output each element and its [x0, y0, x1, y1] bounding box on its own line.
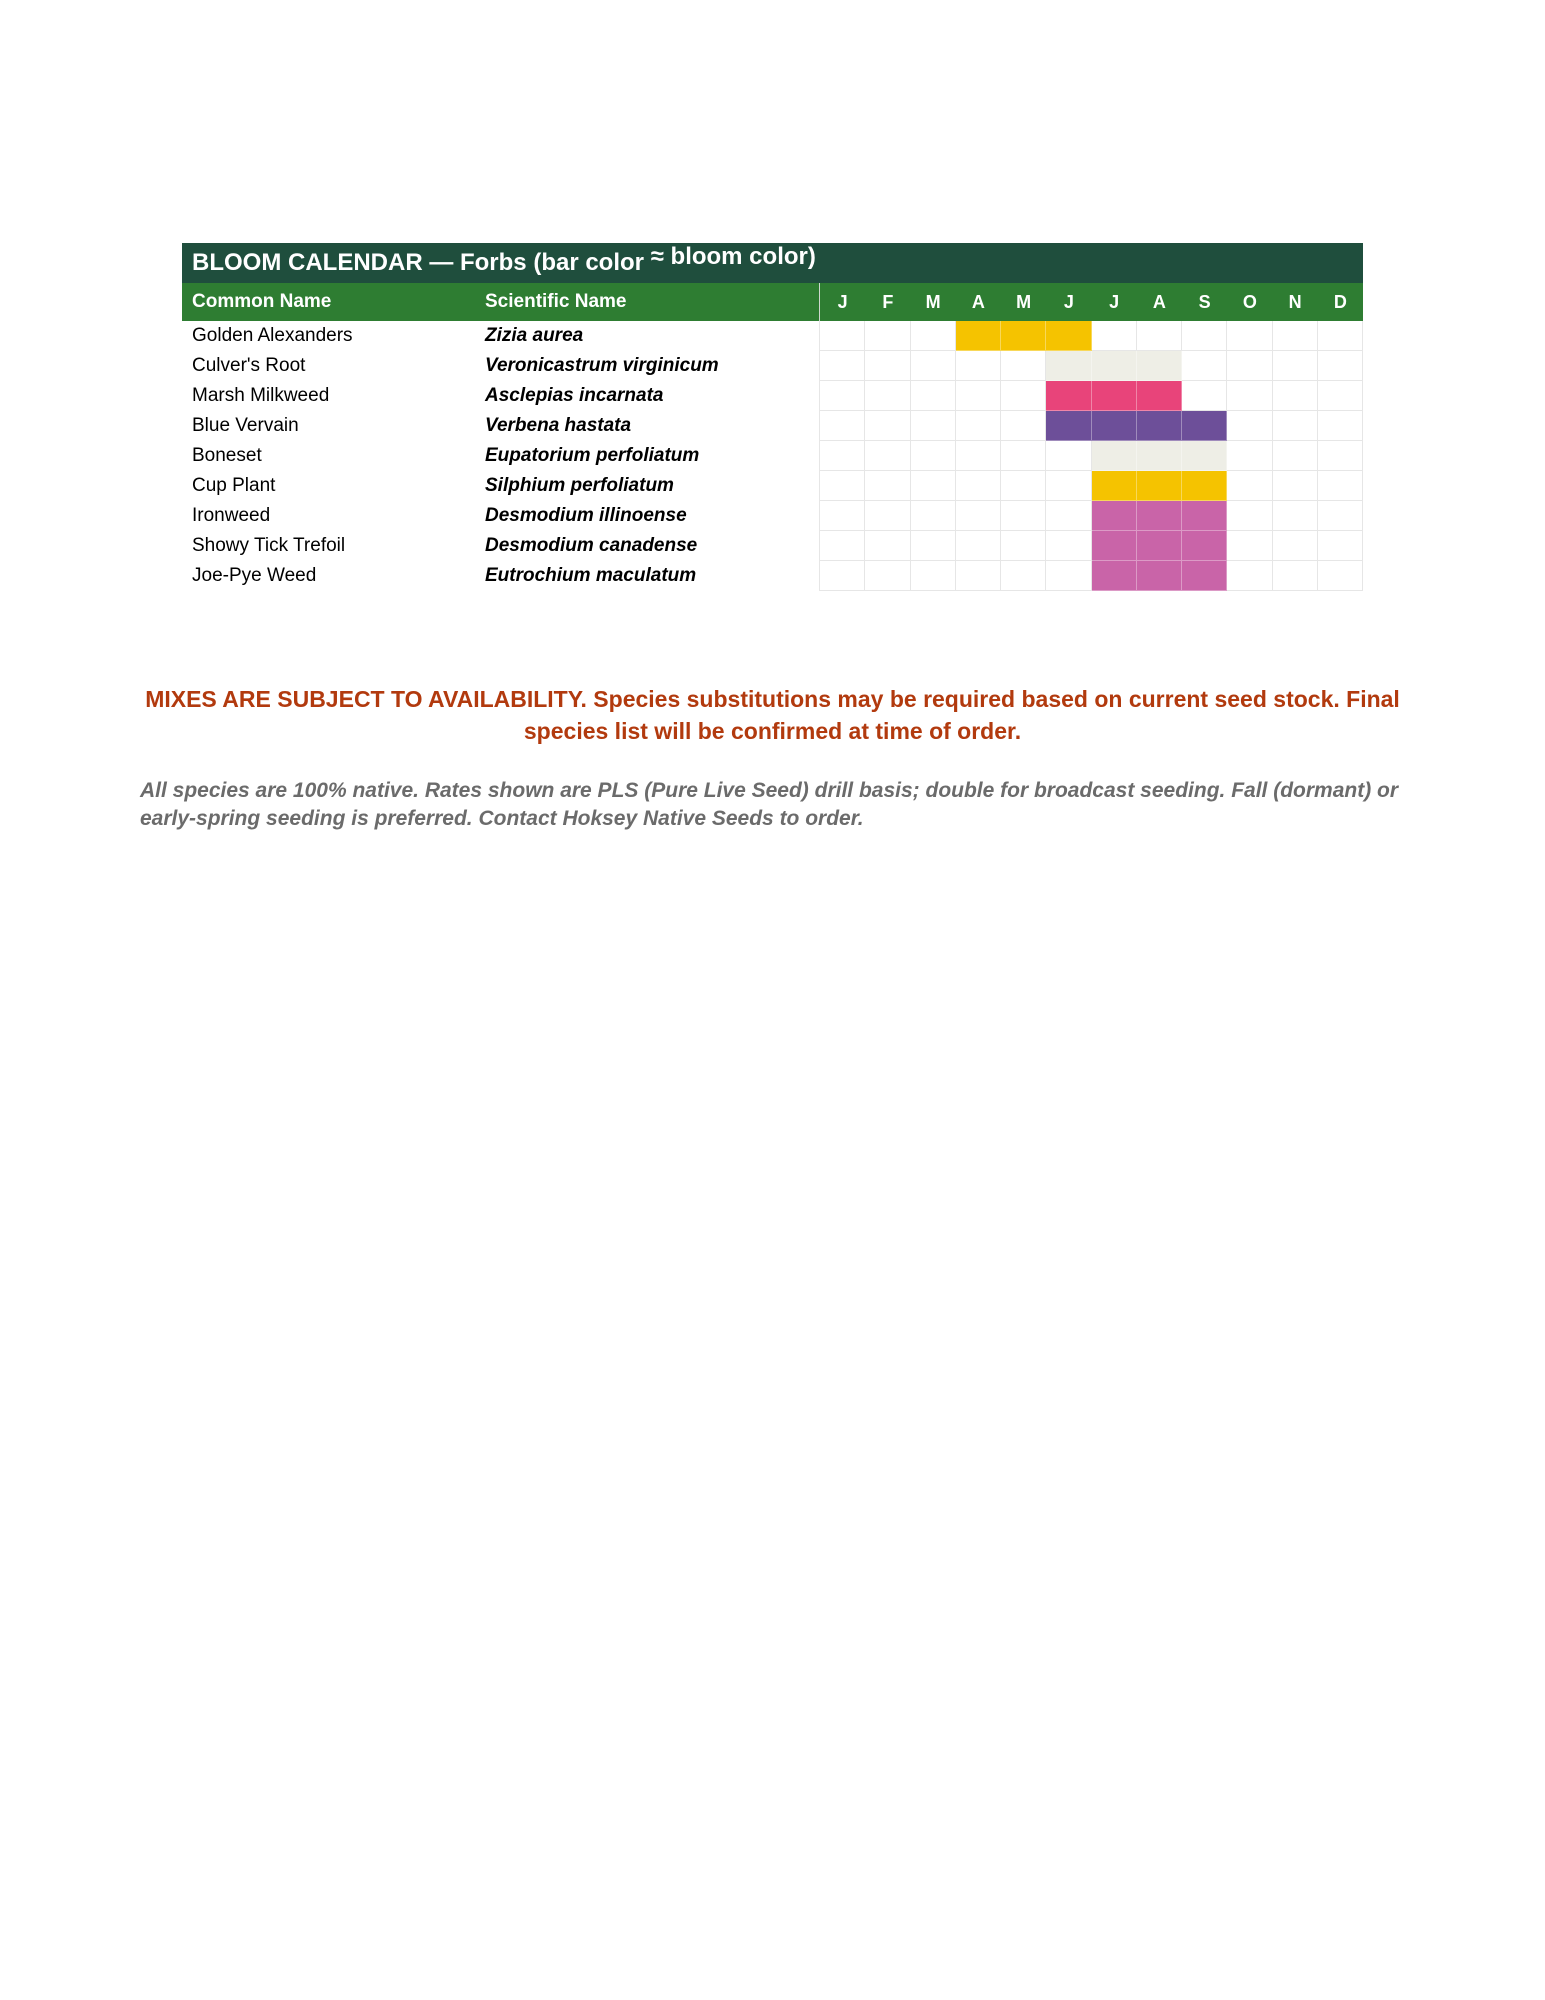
month-cell — [956, 471, 1001, 501]
species-row — [182, 411, 1363, 441]
month-cell — [1001, 531, 1046, 561]
month-cell — [1001, 351, 1046, 381]
bloom-bar-cell — [1137, 441, 1182, 471]
month-cell — [1092, 321, 1137, 351]
month-cell — [1046, 531, 1091, 561]
month-cell — [1046, 501, 1091, 531]
month-cell — [1318, 411, 1363, 441]
species-row — [182, 561, 1363, 591]
month-cell — [1227, 471, 1272, 501]
month-cell — [820, 501, 865, 531]
bloom-bar-cell — [1137, 561, 1182, 591]
month-cell — [956, 441, 1001, 471]
month-cell — [911, 501, 956, 531]
calendar-title-main: BLOOM CALENDAR — Forbs (bar color — [192, 249, 645, 276]
month-header: S — [1198, 292, 1211, 312]
month-header: M — [925, 292, 941, 312]
scientific-name: Verbena hastata — [485, 415, 632, 436]
month-cell — [1273, 381, 1318, 411]
month-header: O — [1242, 292, 1257, 312]
month-cell — [865, 441, 910, 471]
month-cell — [865, 351, 910, 381]
common-name: Marsh Milkweed — [192, 385, 330, 406]
scientific-name: Desmodium canadense — [485, 535, 698, 556]
bloom-months — [819, 471, 1363, 501]
bloom-bar-cell — [1046, 381, 1091, 411]
scientific-name: Eutrochium maculatum — [485, 565, 697, 586]
month-cell — [911, 321, 956, 351]
month-header: A — [1152, 292, 1166, 312]
bloom-bar-cell — [1092, 561, 1137, 591]
scientific-name: Silphium perfoliatum — [485, 475, 674, 496]
calendar-header-row — [182, 283, 1363, 321]
bloom-bar-cell — [1182, 501, 1227, 531]
month-cell — [865, 321, 910, 351]
month-cell — [1227, 411, 1272, 441]
month-cell — [911, 531, 956, 561]
month-header: N — [1288, 292, 1302, 312]
month-cell — [820, 351, 865, 381]
month-cell — [1001, 381, 1046, 411]
month-header: J — [1063, 292, 1074, 312]
bloom-bar-cell — [1046, 411, 1091, 441]
common-name: Blue Vervain — [192, 415, 299, 436]
month-cell — [1318, 381, 1363, 411]
month-cell — [1273, 471, 1318, 501]
bloom-bar-cell — [1182, 471, 1227, 501]
month-cell — [1273, 441, 1318, 471]
bloom-bar-cell — [1137, 351, 1182, 381]
species-row — [182, 381, 1363, 411]
bloom-bar-cell — [1092, 351, 1137, 381]
bloom-bar-cell — [1137, 411, 1182, 441]
month-cell — [1001, 561, 1046, 591]
month-cell — [1001, 501, 1046, 531]
calendar-title-sup: ≈ bloom color) — [650, 243, 816, 270]
bloom-bar-cell — [1092, 531, 1137, 561]
month-cell — [1227, 441, 1272, 471]
common-name: Joe-Pye Weed — [192, 565, 317, 586]
common-name: Culver's Root — [192, 355, 306, 376]
month-cell — [820, 531, 865, 561]
month-cell — [956, 351, 1001, 381]
scientific-name: Desmodium illinoense — [485, 505, 687, 526]
month-cell — [1318, 561, 1363, 591]
month-cell — [820, 441, 865, 471]
bloom-bar-cell — [1137, 381, 1182, 411]
month-cell — [1182, 381, 1227, 411]
month-cell — [911, 411, 956, 441]
bloom-bar-cell — [1092, 381, 1137, 411]
bloom-bar-cell — [1182, 411, 1227, 441]
month-cell — [956, 381, 1001, 411]
common-name: Cup Plant — [192, 475, 276, 496]
month-cell — [1273, 531, 1318, 561]
month-cell — [1318, 471, 1363, 501]
month-cell — [1001, 411, 1046, 441]
month-cell — [1227, 561, 1272, 591]
month-header: F — [882, 292, 894, 312]
month-cell — [956, 501, 1001, 531]
month-cell — [1273, 501, 1318, 531]
month-cell — [820, 411, 865, 441]
month-cell — [1046, 441, 1091, 471]
month-cell — [865, 501, 910, 531]
month-cell — [1046, 561, 1091, 591]
month-header: J — [837, 292, 848, 312]
header-scientific-name: Scientific Name — [485, 291, 627, 312]
month-cell — [956, 411, 1001, 441]
month-cell — [820, 321, 865, 351]
month-cell — [1273, 411, 1318, 441]
bloom-bar-cell — [1137, 531, 1182, 561]
month-cell — [1046, 471, 1091, 501]
bloom-bar-cell — [1092, 501, 1137, 531]
month-cell — [865, 471, 910, 501]
scientific-name: Eupatorium perfoliatum — [485, 445, 700, 466]
month-cell — [956, 561, 1001, 591]
common-name: Boneset — [192, 445, 262, 466]
month-cell — [911, 441, 956, 471]
bloom-months — [819, 561, 1363, 591]
scientific-name: Asclepias incarnata — [485, 385, 664, 406]
bloom-bar-cell — [1137, 471, 1182, 501]
month-cell — [820, 381, 865, 411]
bloom-bar-cell — [1182, 561, 1227, 591]
month-cell — [865, 381, 910, 411]
month-headers — [819, 283, 1363, 321]
species-row — [182, 501, 1363, 531]
month-header: D — [1333, 292, 1347, 312]
bloom-bar-cell — [1046, 351, 1091, 381]
bloom-months — [819, 501, 1363, 531]
calendar-title — [182, 243, 1363, 283]
bloom-months — [819, 321, 1363, 351]
month-header: M — [1016, 292, 1032, 312]
bloom-months — [819, 441, 1363, 471]
month-cell — [1318, 501, 1363, 531]
month-cell — [911, 471, 956, 501]
month-cell — [1001, 441, 1046, 471]
month-cell — [1227, 501, 1272, 531]
month-cell — [1318, 321, 1363, 351]
species-row — [182, 441, 1363, 471]
bloom-bar-cell — [1001, 321, 1046, 351]
month-cell — [820, 561, 865, 591]
month-cell — [1273, 321, 1318, 351]
bloom-bar-cell — [1092, 441, 1137, 471]
species-row — [182, 351, 1363, 381]
month-cell — [911, 381, 956, 411]
seeding-footnote: All species are 100% native. Rates shown are PLS (Pure Live Seed) drill basis; double for broadcast seeding. Fall (dormant) or early-spring seeding is preferred. Contact Hoksey Native Seeds to order. — [140, 779, 1399, 830]
month-cell — [911, 561, 956, 591]
species-row — [182, 471, 1363, 501]
common-name: Ironweed — [192, 505, 271, 526]
bloom-months — [819, 381, 1363, 411]
bloom-bar-cell — [1182, 531, 1227, 561]
bloom-bar-cell — [1182, 441, 1227, 471]
bloom-bar-cell — [1046, 321, 1091, 351]
scientific-name: Zizia aurea — [485, 325, 584, 346]
month-header: J — [1109, 292, 1120, 312]
month-cell — [1227, 381, 1272, 411]
bloom-bar-cell — [956, 321, 1001, 351]
bloom-months — [819, 351, 1363, 381]
month-cell — [1182, 321, 1227, 351]
month-cell — [865, 531, 910, 561]
month-cell — [1318, 441, 1363, 471]
month-cell — [865, 561, 910, 591]
month-cell — [1227, 351, 1272, 381]
common-name: Golden Alexanders — [192, 325, 353, 346]
scientific-name: Veronicastrum virginicum — [485, 355, 719, 376]
month-header: A — [971, 292, 985, 312]
month-cell — [1318, 351, 1363, 381]
month-cell — [820, 471, 865, 501]
month-cell — [865, 411, 910, 441]
species-rows — [182, 321, 1363, 591]
month-cell — [1227, 531, 1272, 561]
bloom-months — [819, 531, 1363, 561]
common-name: Showy Tick Trefoil — [192, 535, 346, 556]
month-cell — [1227, 321, 1272, 351]
month-cell — [1137, 321, 1182, 351]
species-row — [182, 531, 1363, 561]
month-cell — [911, 351, 956, 381]
month-cell — [1318, 531, 1363, 561]
bloom-bar-cell — [1092, 471, 1137, 501]
bloom-months — [819, 411, 1363, 441]
bloom-calendar — [182, 243, 1363, 591]
header-common-name: Common Name — [192, 291, 332, 312]
month-cell — [1273, 351, 1318, 381]
month-cell — [1273, 561, 1318, 591]
bloom-bar-cell — [1092, 411, 1137, 441]
availability-notice: MIXES ARE SUBJECT TO AVAILABILITY. Species substitutions may be required based on current seed stock. Final species list will be confirmed at time of order. — [145, 686, 1400, 744]
bloom-bar-cell — [1137, 501, 1182, 531]
month-cell — [1001, 471, 1046, 501]
species-row — [182, 321, 1363, 351]
month-cell — [1182, 351, 1227, 381]
month-cell — [956, 531, 1001, 561]
